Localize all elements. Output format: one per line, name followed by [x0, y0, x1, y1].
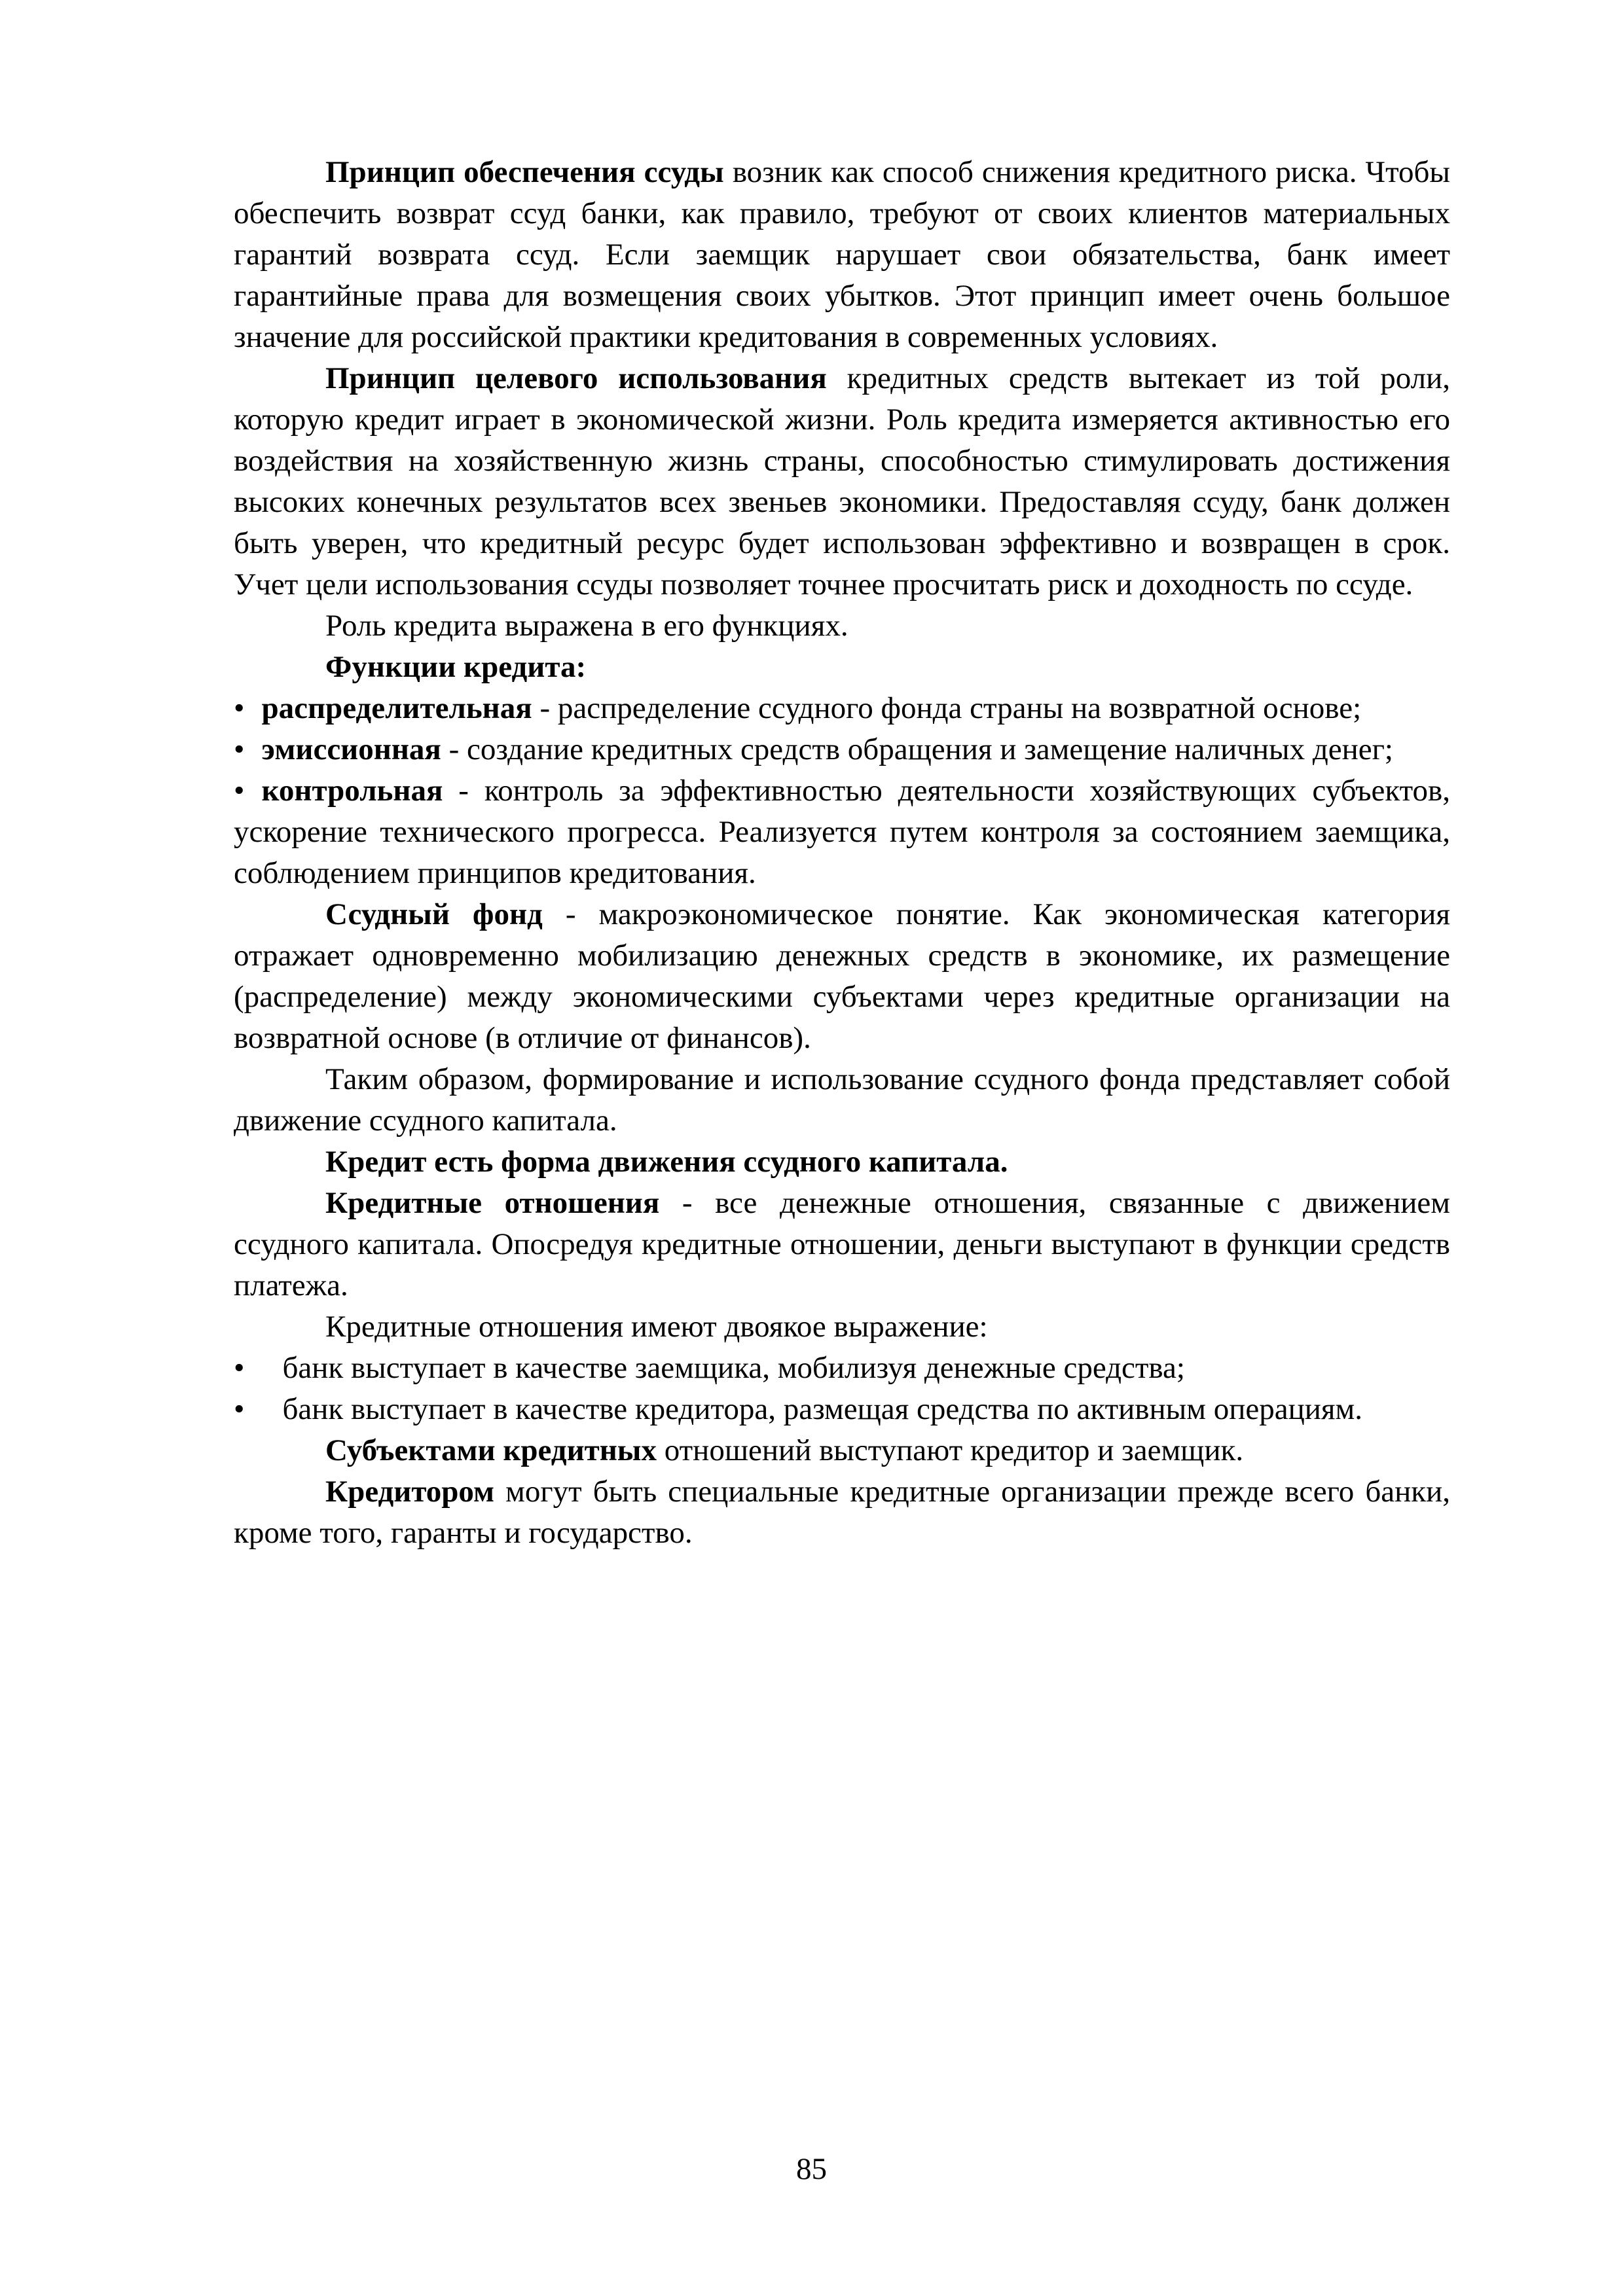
bold-lead: Субъектами кредитных	[325, 1433, 657, 1467]
bullet-icon: •	[234, 691, 245, 725]
paragraph-credit-relations	[234, 1183, 1450, 1306]
bold-lead: распределительная	[261, 691, 532, 725]
bold-lead: Принцип обеспечения ссуды	[325, 155, 724, 189]
paragraph-text: могут быть специальные кредитные организации прежде всего банки, кроме того, гаранты и государство.	[234, 1475, 1450, 1550]
bullet-item-emission	[234, 729, 1450, 770]
bullet-icon: •	[234, 1392, 245, 1426]
heading-credit-definition	[234, 1141, 1450, 1183]
paragraph-loan-security-principle	[234, 152, 1450, 358]
paragraph-text: Роль кредита выражена в его функциях.	[325, 609, 848, 643]
paragraph-credit-role	[234, 605, 1450, 647]
paragraph-text: Кредитные отношения имеют двоякое выражение:	[325, 1310, 988, 1344]
bold-heading: Кредит есть форма движения ссудного капитала.	[325, 1145, 1008, 1179]
bullet-item-distributive	[234, 688, 1450, 729]
paragraph-text: возник как способ снижения кредитного риска. Чтобы обеспечить возврат ссуд банки, как правило, требуют от своих клиентов материальных гарантий возврата ссуд. Если заемщик нарушает свои обязательства, банк имеет гарантийные права для возмещения своих убытков. Этот принцип имеет очень большое значение для российской практики кредитования в современных условиях.	[234, 155, 1450, 354]
paragraph-text: - контроль за эффективностью деятельности хозяйствующих субъектов, ускорение технического прогресса. Реализуется путем контроля за состоянием заемщика, соблюдением принципов кредитования.	[234, 774, 1450, 890]
bold-lead: контрольная	[261, 774, 443, 808]
document-text	[234, 152, 1450, 1554]
paragraph-thus-loan-fund	[234, 1059, 1450, 1141]
paragraph-purpose-principle	[234, 358, 1450, 605]
bullet-icon: •	[234, 1351, 245, 1385]
paragraph-text: - макроэкономическое понятие. Как экономическая категория отражает одновременно мобилизацию денежных средств в экономике, их размещение (распределение) между экономическими субъектами через кредитные организации на возвратной основе (в отличие от финансов).	[234, 897, 1450, 1055]
paragraph-text: - все денежные отношения, связанные с движением ссудного капитала. Опосредуя кредитные отношении, деньги выступают в функции средств платежа.	[234, 1186, 1450, 1302]
paragraph-dual-expression	[234, 1306, 1450, 1348]
paragraph-credit-subjects	[234, 1430, 1450, 1471]
paragraph-loan-fund	[234, 894, 1450, 1059]
paragraph-text: Таким образом, формирование и использование ссудного фонда представляет собой движение ссудного капитала.	[234, 1062, 1450, 1138]
heading-credit-functions	[234, 647, 1450, 688]
bullet-item-bank-creditor	[234, 1389, 1450, 1430]
paragraph-text: - распределение ссудного фонда страны на возвратной основе;	[532, 691, 1362, 725]
bullet-item-control	[234, 770, 1450, 894]
bullet-icon: •	[234, 732, 245, 766]
paragraph-creditor	[234, 1471, 1450, 1554]
bullet-item-bank-borrower	[234, 1348, 1450, 1389]
bullet-icon: •	[234, 774, 245, 808]
bold-lead: Кредитные отношения	[325, 1186, 660, 1220]
bold-heading: Функции кредита:	[325, 650, 587, 684]
page-number: 85	[796, 2152, 827, 2186]
paragraph-text: - создание кредитных средств обращения и замещение наличных денег;	[441, 732, 1393, 766]
bold-lead: Принцип целевого использования	[325, 361, 827, 395]
paragraph-text: банк выступает в качестве кредитора, размещая средства по активным операциям.	[282, 1392, 1363, 1426]
paragraph-text: кредитных средств вытекает из той роли, которую кредит играет в экономической жизни. Роль кредита измеряется активностью его воздействия на хозяйственную жизнь страны, способностью стимулировать достижения высоких конечных результатов всех звеньев экономики. Предоставляя ссуду, банк должен быть уверен, что кредитный ресурс будет использован эффективно и возвращен в срок. Учет цели использования ссуды позволяет точнее просчитать риск и доходность по ссуде.	[234, 361, 1450, 601]
paragraph-text: отношений выступают кредитор и заемщик.	[657, 1433, 1244, 1467]
bold-lead: Кредитором	[325, 1475, 495, 1509]
paragraph-text: банк выступает в качестве заемщика, мобилизуя денежные средства;	[282, 1351, 1185, 1385]
bold-lead: эмиссионная	[261, 732, 441, 766]
bold-lead: Ссудный фонд	[325, 897, 543, 931]
